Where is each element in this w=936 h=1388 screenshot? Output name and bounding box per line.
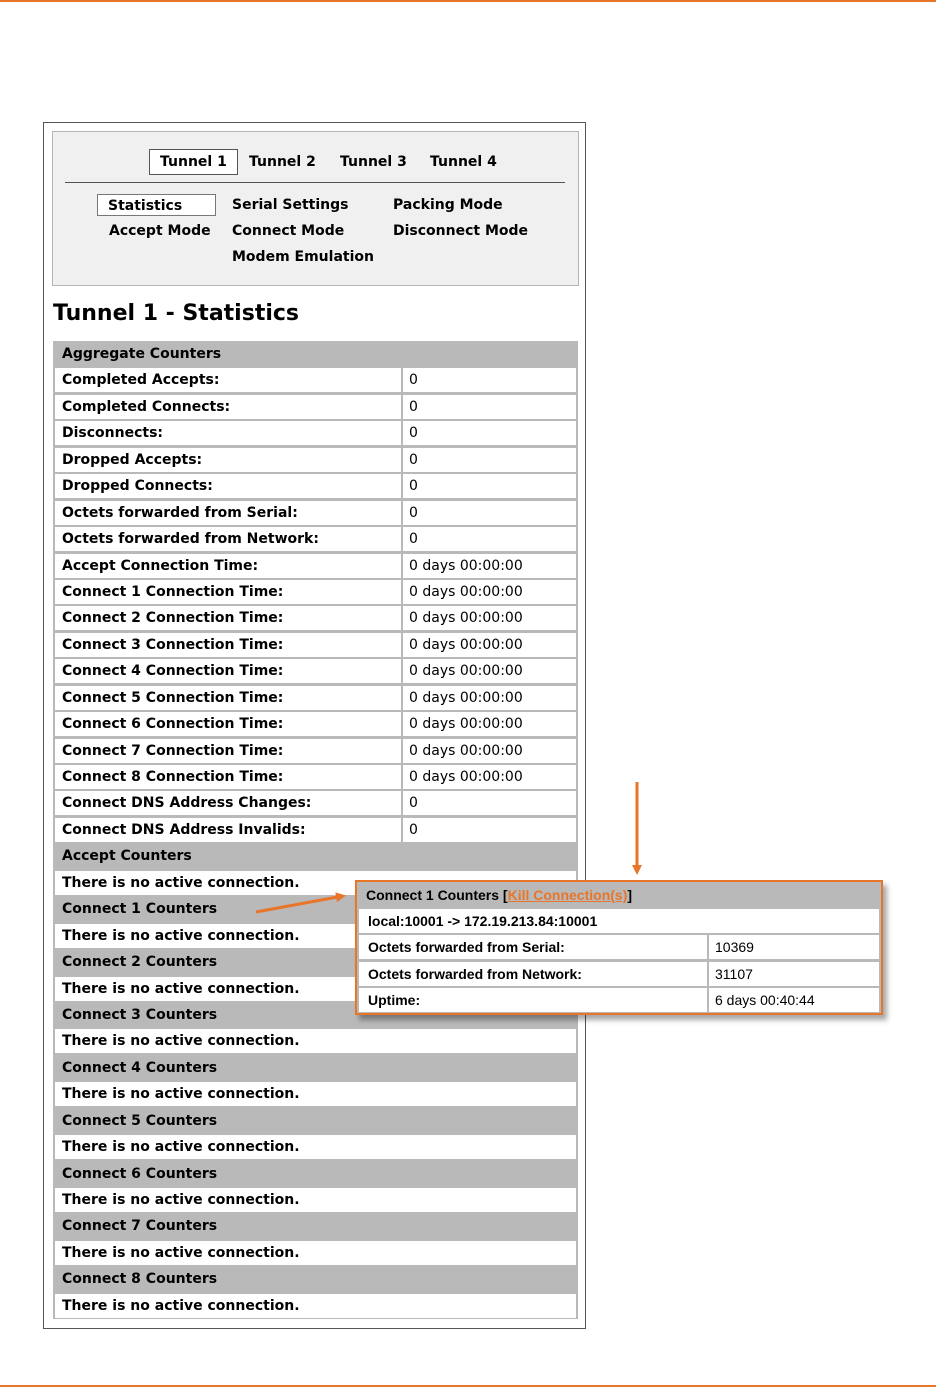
row-value: 0 days 00:00:00 [403,554,576,578]
page-title: Tunnel 1 - Statistics [53,301,300,326]
callout-row: Octets forwarded from Network: 31107 [357,961,881,987]
no-connection-message: There is no active connection. [55,1188,576,1212]
row-label: Connect 4 Connection Time: [55,659,401,683]
callout-row: Uptime: 6 days 00:40:44 [357,987,881,1013]
row-label: Connect 5 Connection Time: [55,686,401,710]
no-connection-message: There is no active connection. [55,1294,576,1318]
row-value: 0 days 00:00:00 [403,659,576,683]
section-header: Connect 3 Counters [53,1002,578,1028]
row-label: Completed Accepts: [55,368,401,392]
row-label: Completed Connects: [55,395,401,419]
row-label: Connect DNS Address Changes: [55,791,401,815]
row-value: 0 [403,395,576,419]
tab-tunnel-1[interactable]: Tunnel 1 [149,149,238,175]
no-connection-message: There is no active connection. [55,871,576,895]
no-connection-message: There is no active connection. [55,1029,576,1053]
row-value: 0 [403,527,576,551]
row-value: 0 [403,448,576,472]
section-header: Connect 4 Counters [53,1055,578,1081]
no-connection-message: There is no active connection. [55,924,576,948]
row-value: 0 [403,818,576,842]
row-label: Dropped Connects: [55,474,401,498]
section-header: Connect 7 Counters [53,1213,578,1239]
connection-address: local:10001 -> 172.19.213.84:10001 [359,909,879,933]
row-label: Connect DNS Address Invalids: [55,818,401,842]
row-value: 0 [403,368,576,392]
subnav-connect-mode[interactable]: Connect Mode [232,223,345,239]
section-header: Connect 6 Counters [53,1161,578,1187]
subnav-accept-mode[interactable]: Accept Mode [109,223,211,239]
row-value: 0 days 00:00:00 [403,765,576,789]
row-label: Dropped Accepts: [55,448,401,472]
kill-connections-link[interactable]: Kill Connection(s) [507,887,628,903]
section-header: Accept Counters [53,843,578,869]
arrow-to-callout [256,896,343,912]
row-value: 0 days 00:00:00 [403,686,576,710]
row-label: Connect 3 Connection Time: [55,633,401,657]
section-header: Connect 1 Counters [53,896,578,922]
row-label: Octets forwarded from Network: [55,527,401,551]
subnav-statistics[interactable]: Statistics [97,194,216,216]
tab-tunnel-2[interactable]: Tunnel 2 [249,154,316,170]
no-connection-message: There is no active connection. [55,1135,576,1159]
row-value: 0 days 00:00:00 [403,712,576,736]
no-connection-message: There is no active connection. [55,1241,576,1265]
section-header: Connect 5 Counters [53,1108,578,1134]
row-label: Accept Connection Time: [55,554,401,578]
callout-address-row [357,908,881,934]
subnav-serial-settings[interactable]: Serial Settings [232,197,349,213]
section-header: Connect 2 Counters [53,949,578,975]
no-connection-message: There is no active connection. [55,1082,576,1106]
row-value: 0 [403,474,576,498]
tab-tunnel-3[interactable]: Tunnel 3 [340,154,407,170]
subnav-disconnect-mode[interactable]: Disconnect Mode [393,223,529,239]
row-value: 0 days 00:00:00 [403,633,576,657]
row-value: 0 days 00:00:00 [403,739,576,763]
subnav-packing-mode[interactable]: Packing Mode [393,197,503,213]
row-label: Connect 6 Connection Time: [55,712,401,736]
section-header: Connect 8 Counters [53,1266,578,1292]
bottom-accent-rule [0,1385,936,1387]
row-value: 0 [403,791,576,815]
row-label: Connect 1 Connection Time: [55,580,401,604]
row-label: Connect 8 Connection Time: [55,765,401,789]
row-value: 0 [403,421,576,445]
row-value: 0 [403,501,576,525]
subnav-modem-emulation[interactable]: Modem Emulation [232,249,374,265]
connect-1-counters-callout [355,880,883,1015]
row-value: 0 days 00:00:00 [403,606,576,630]
no-connection-message: There is no active connection. [55,977,576,1001]
tab-tunnel-4[interactable]: Tunnel 4 [430,154,497,170]
row-label: Connect 2 Connection Time: [55,606,401,630]
aggregate-counters-header: Aggregate Counters [53,341,578,367]
row-label: Connect 7 Connection Time: [55,739,401,763]
callout-header: Connect 1 Counters [Kill Connection(s)] [366,887,633,903]
row-label: Octets forwarded from Serial: [55,501,401,525]
row-label: Disconnects: [55,421,401,445]
row-value: 0 days 00:00:00 [403,580,576,604]
callout-row: Octets forwarded from Serial: 10369 [357,934,881,960]
